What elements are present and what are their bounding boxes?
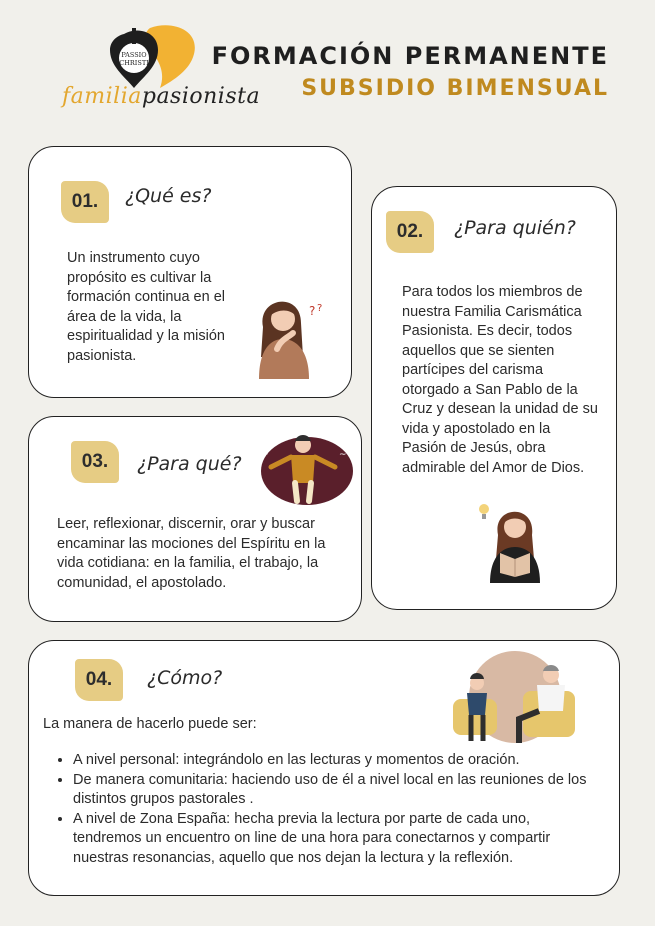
logo xyxy=(62,22,261,122)
thinking-woman-illustration xyxy=(251,287,331,379)
page-subtitle: SUBSIDIO BIMENSUAL xyxy=(301,76,609,101)
card-para-que xyxy=(28,416,362,622)
reading-woman-illustration xyxy=(476,497,552,583)
card-text: Un instrumento cuyo propósito es cultivar la formación continua en el área de la vida, la espiritualidad y la misión pasionista. xyxy=(67,250,225,364)
page-title: FORMACIÓN PERMANENTE xyxy=(211,42,609,70)
card-que-es xyxy=(28,146,352,398)
card-heading: ¿Para quién? xyxy=(454,217,576,239)
logo-wordmark-light: familia xyxy=(62,84,142,109)
card-number: 03. xyxy=(71,441,119,483)
seal-text-1: PASSIO xyxy=(121,51,147,59)
card-intro: La manera de hacerlo puede ser: xyxy=(43,716,257,732)
card-heading: ¿Cómo? xyxy=(147,667,223,689)
logo-wordmark xyxy=(62,84,260,109)
card-number: 02. xyxy=(386,211,434,253)
svg-text:~: ~ xyxy=(261,450,269,460)
card-number: 04. xyxy=(75,659,123,701)
card-para-quien xyxy=(371,186,617,610)
seal-text-2: CHRISTI xyxy=(119,59,149,67)
svg-text:?: ? xyxy=(309,304,316,318)
card-list xyxy=(53,751,593,868)
card-como xyxy=(28,640,620,896)
conversation-armchairs-illustration xyxy=(449,649,579,751)
list-item: • A nivel de Zona España: hecha previa la lectura por parte de cada uno, tendremos un encuentro on line de una hora para conectarnos y compartir nuestras resonancias, aquello que nos dejan la lectura y la reflexión. xyxy=(73,810,593,869)
shrugging-man-illustration xyxy=(257,427,353,507)
card-number: 01. xyxy=(61,181,109,223)
svg-text:~: ~ xyxy=(339,450,347,460)
card-text: Para todos los miembros de nuestra Familia Carismática Pasionista. Es decir, todos aquellos que se sienten partícipes del carisma otorgado a San Pablo de la Cruz y desean la unidad de su vida y apostolado en la Pasión de Jesús, obra admirable del Amor de Dios. xyxy=(402,284,598,476)
card-heading: ¿Para qué? xyxy=(137,453,242,475)
card-text: Leer, reflexionar, discernir, orar y buscar encaminar las mociones del Espíritu en la vida cotidiana: en la familia, el trabajo, la comunidad, el apostolado. xyxy=(57,516,326,591)
logo-wordmark-dark: pasionista xyxy=(141,84,261,109)
svg-text:?: ? xyxy=(317,303,323,314)
list-item: • De manera comunitaria: haciendo uso de él a nivel local en las reuniones de los distintos grupos pastorales . xyxy=(73,771,593,810)
card-heading: ¿Qué es? xyxy=(125,185,212,207)
list-item: • A nivel personal: integrándolo en las lecturas y momentos de oración. xyxy=(73,751,593,771)
